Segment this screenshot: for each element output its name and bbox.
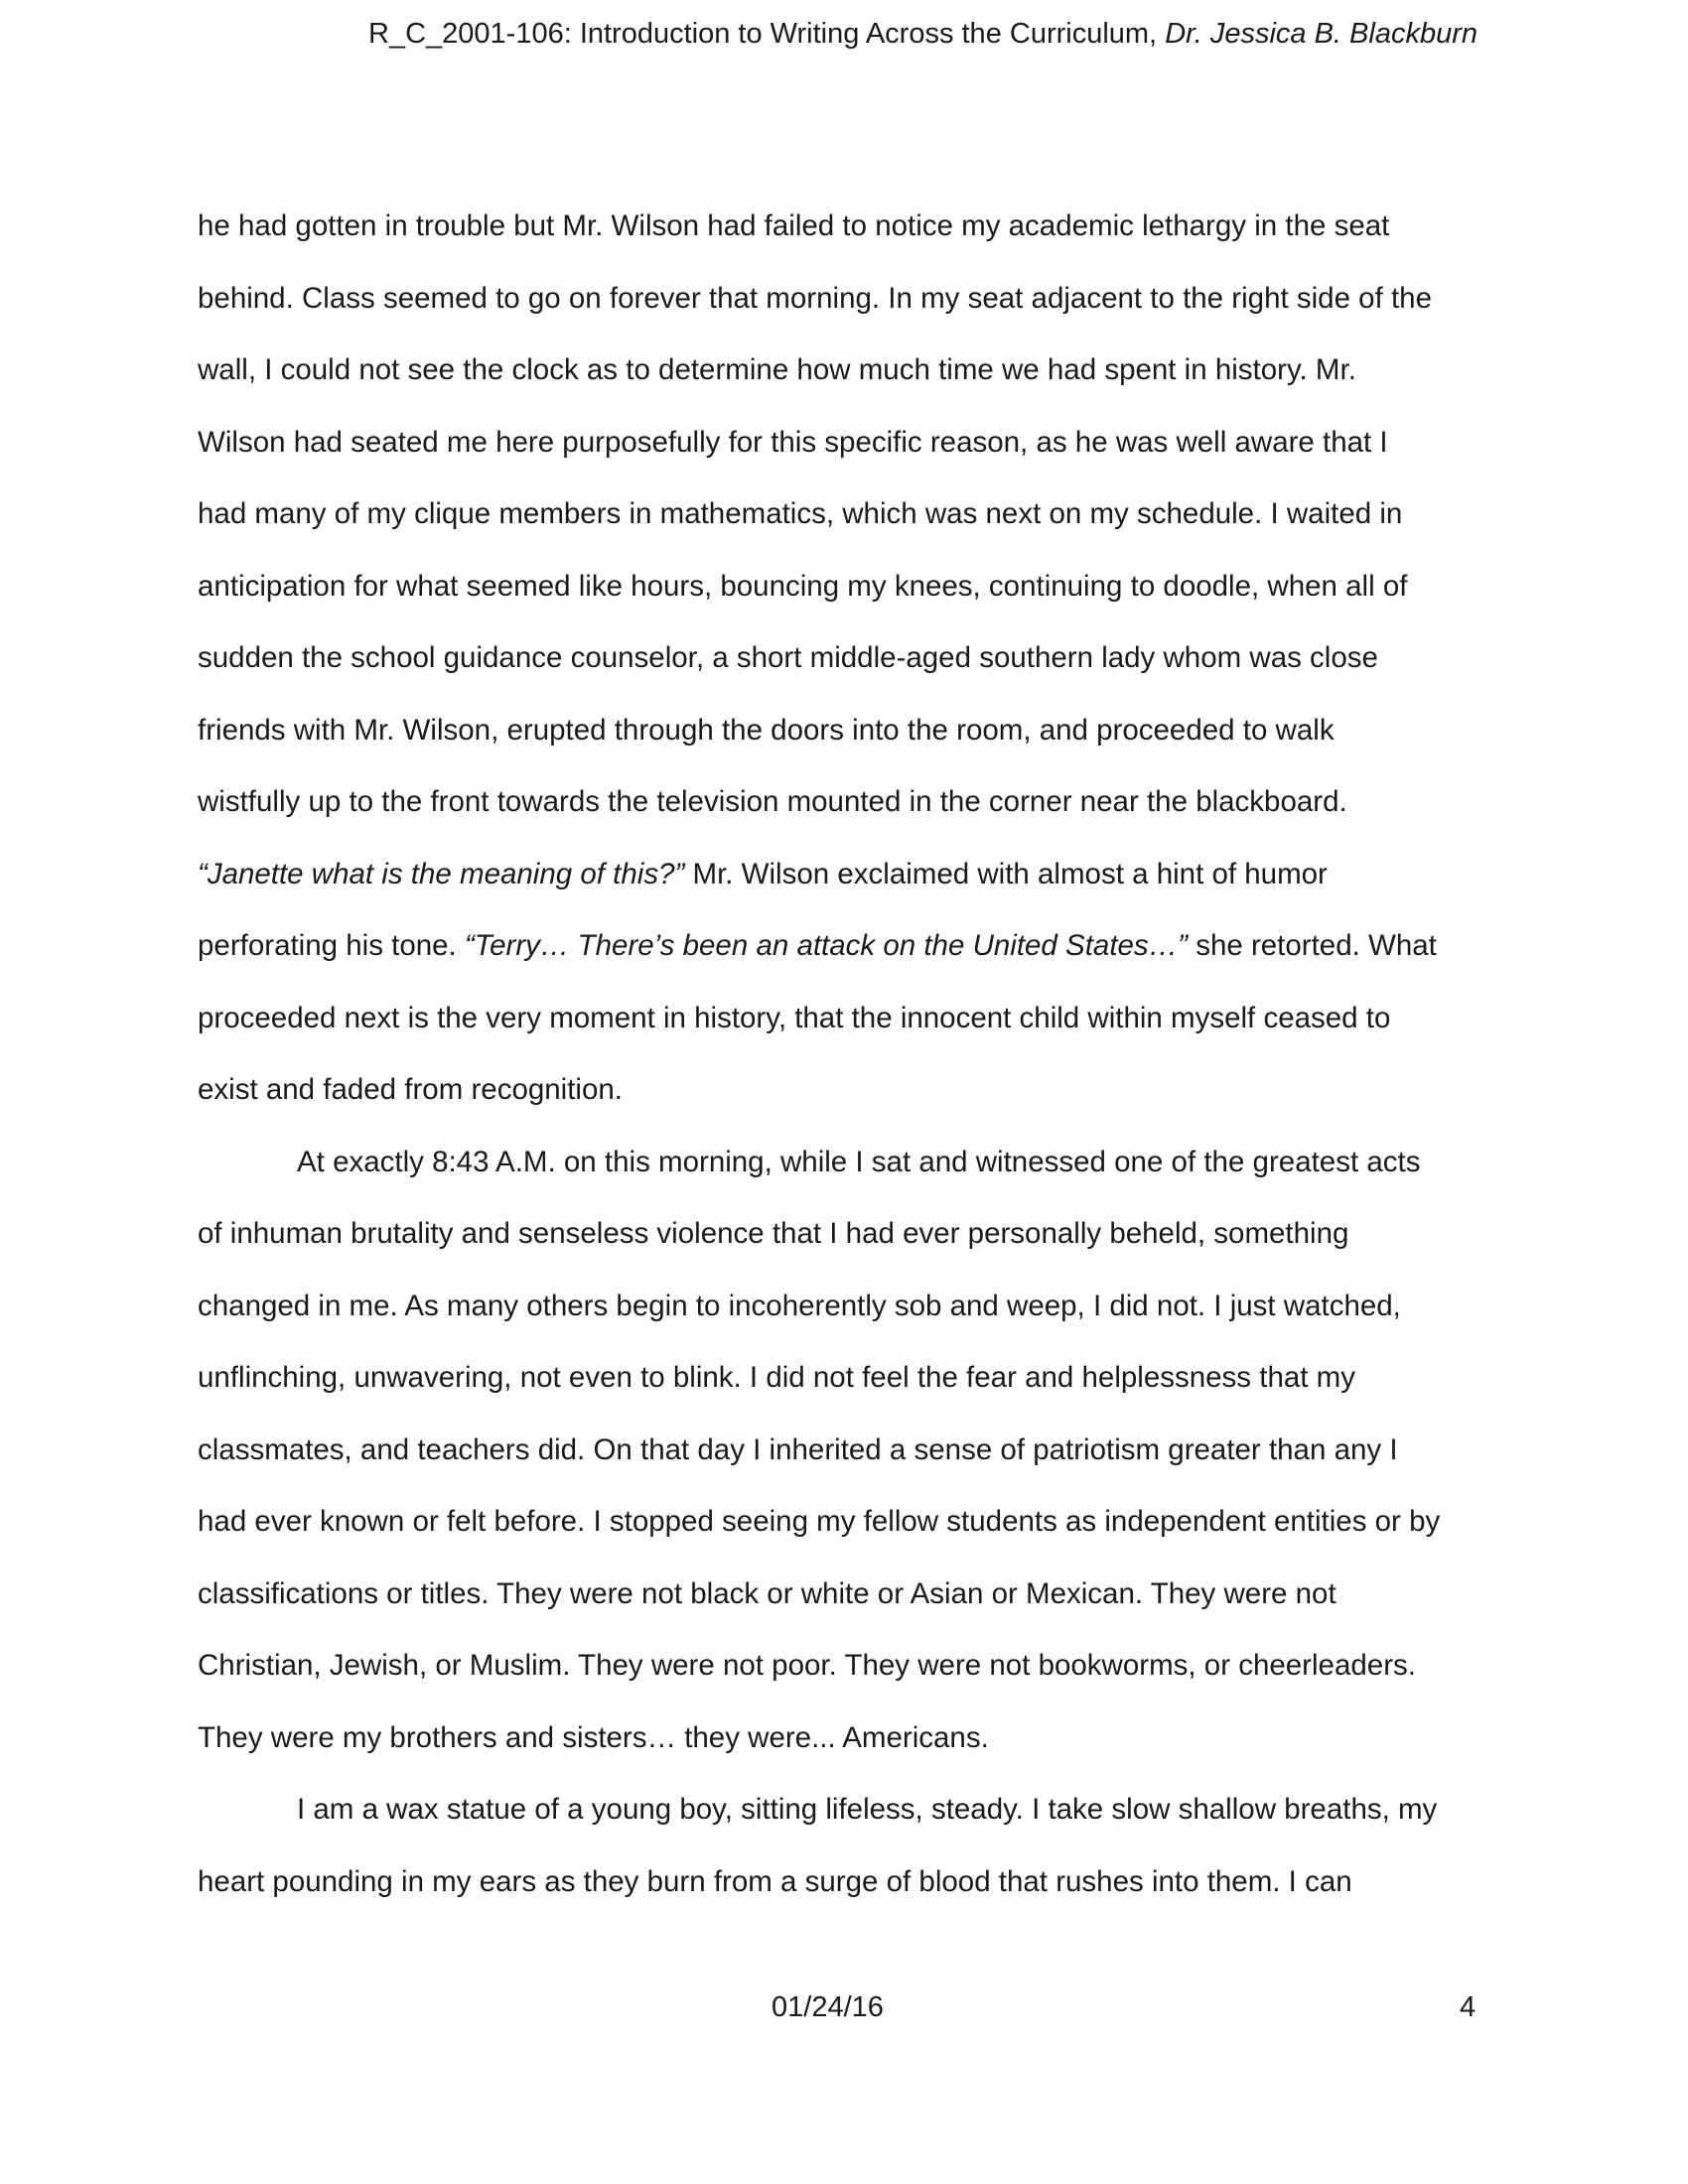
quote-terry-narration: she retorted. What	[1188, 929, 1437, 962]
text-line: wall, I could not see the clock as to determine how much time we had spent in history. Mr.	[198, 353, 1356, 386]
text-line: exist and faded from recognition.	[198, 1073, 623, 1106]
text-line: wistfully up to the front towards the television mounted in the corner near the blackboard.	[198, 785, 1347, 818]
text-line: Christian, Jewish, or Muslim. They were not poor. They were not bookworms, or cheerleaders.	[198, 1649, 1416, 1682]
text-line-quote	[198, 910, 1490, 983]
text-line: anticipation for what seemed like hours, bouncing my knees, continuing to doodle, when all of	[198, 569, 1408, 603]
text-line: They were my brothers and sisters… they were... Americans.	[198, 1720, 989, 1754]
quote-terry: “Terry… There’s been an attack on the United States…”	[464, 929, 1188, 962]
document-body	[198, 191, 1490, 1918]
text-line-quote	[198, 839, 1490, 911]
text-line: classmates, and teachers did. On that day I inherited a sense of patriotism greater than any I	[198, 1433, 1398, 1466]
text-line: classifications or titles. They were not black or white or Asian or Mexican. They were not	[198, 1576, 1336, 1610]
text-line: he had gotten in trouble but Mr. Wilson had failed to notice my academic lethargy in the seat	[198, 209, 1390, 242]
page-number: 4	[1460, 1991, 1477, 2023]
header-instructor: Dr. Jessica B. Blackburn	[1165, 18, 1477, 50]
text-line: had many of my clique members in mathematics, which was next on my schedule. I waited in	[198, 497, 1403, 530]
text-line: had ever known or felt before. I stopped seeing my fellow students as independent entities or by	[198, 1505, 1441, 1538]
text-line: behind. Class seemed to go on forever that morning. In my seat adjacent to the right side of the	[198, 281, 1432, 315]
text-line: of inhuman brutality and senseless violence that I had ever personally beheld, something	[198, 1217, 1349, 1250]
paragraph-start: I am a wax statue of a young boy, sitting lifeless, steady. I take slow shallow breaths, my	[297, 1793, 1438, 1826]
text-line: heart pounding in my ears as they burn from a surge of blood that rushes into them. I can	[198, 1864, 1352, 1898]
quote-janette: “Janette what is the meaning of this?”	[198, 857, 685, 890]
quote-janette-narration: Mr. Wilson exclaimed with almost a hint of humor	[684, 857, 1328, 890]
footer-date: 01/24/16	[772, 1991, 884, 2023]
header-course: R_C_2001-106: Introduction to Writing Across the Curriculum,	[368, 18, 1158, 50]
quote-terry-lead: perforating his tone.	[198, 929, 465, 962]
page-header	[368, 14, 1477, 54]
paragraph-start: At exactly 8:43 A.M. on this morning, while I sat and witnessed one of the greatest acts	[297, 1145, 1421, 1178]
text-line: Wilson had seated me here purposefully for this specific reason, as he was well aware that I	[198, 425, 1388, 459]
text-line: unflinching, unwavering, not even to blink. I did not feel the fear and helplessness that my	[198, 1361, 1355, 1394]
text-line: sudden the school guidance counselor, a short middle-aged southern lady whom was close	[198, 641, 1378, 674]
text-line: proceeded next is the very moment in history, that the innocent child within myself ceased to	[198, 1001, 1391, 1034]
text-line: friends with Mr. Wilson, erupted through the doors into the room, and proceeded to walk	[198, 713, 1335, 747]
text-line: changed in me. As many others begin to incoherently sob and weep, I did not. I just watched,	[198, 1289, 1401, 1322]
